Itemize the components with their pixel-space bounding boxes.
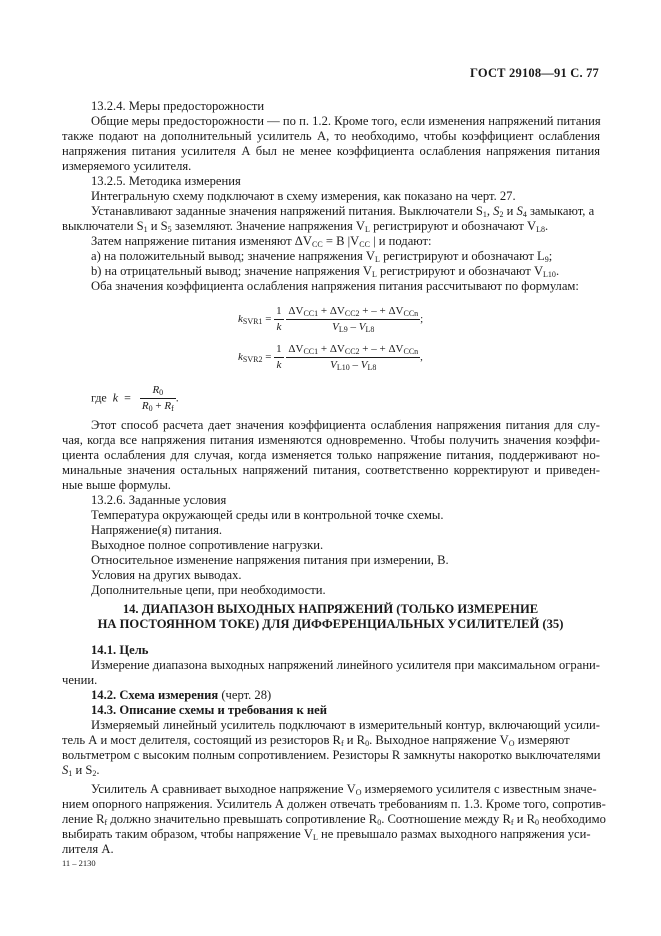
text-line: измеряемого усилителя.	[62, 159, 192, 173]
text-line: Оба значения коэффициента ослабления напряжения питания рассчитывают по формулам:	[91, 279, 579, 293]
text-line: a) на положительный вывод; значение напряжения $V_L$ регистрируют и обозначают $L_9$;	[91, 249, 553, 264]
list-item: Температура окружающей среды или в контрольной точке схемы.	[91, 508, 444, 522]
section-title: 13.2.5. Методика измерения	[91, 174, 241, 188]
section-caption: НА ПОСТОЯННОМ ТОКЕ) ДЛЯ ДИФФЕРЕНЦИАЛЬНЫХ УСИЛИТЕЛЕЙ (35)	[97, 617, 564, 631]
text-line: циента ослабления для случая, когда изменяется только напряжение питания, поддерживают но-	[62, 448, 600, 462]
list-item: Условия на других выводах.	[91, 568, 242, 582]
text-line: Измерение диапазона выходных напряжений линейного усилителя при максимальном ограни-	[91, 658, 600, 672]
text-line: напряжения питания усилителя А был не менее коэффициента ослабления напряжения питания	[62, 144, 600, 158]
text-line: ные выше формулы.	[62, 478, 171, 492]
section-title: 13.2.4. Меры предосторожности	[91, 99, 265, 113]
page-header: ГОСТ 29108—91 С. 77	[470, 66, 599, 80]
text-line: Измеряемый линейный усилитель подключают в измерительный контур, включающий усили-	[91, 718, 600, 732]
list-item: Относительное изменение напряжения питания при измерении, В.	[91, 553, 449, 567]
text-line: выключатели $S_1$ и $S_5$ заземляют. Значение напряжения $V_L$ регистрируют и обозначают $V_{L8}$.	[62, 219, 549, 234]
text-line: лителя А.	[62, 842, 114, 856]
formula-k: где k = $\frac{R_0}{R_0 + R_f}$ .	[91, 384, 179, 413]
subsection-title: 14.2. Схема измерения (черт. 28)	[91, 688, 272, 702]
text-line: Общие меры предосторожности — по п. 1.2. Кроме того, если изменения напряжений питания	[91, 114, 601, 128]
text-line: Этот способ расчета дает значения коэффициента ослабления напряжения питания для слу-	[91, 418, 600, 432]
text-line: Затем напряжение питания изменяют $\Delta V_{CC} = B$ $|V_{CC}$ | и подают:	[91, 234, 432, 249]
list-item: Напряжение(я) питания.	[91, 523, 223, 537]
page-footer: 11 – 2130	[62, 858, 96, 868]
subsection-title: 14.3. Описание схемы и требования к ней	[91, 703, 328, 717]
text-line: также подают на дополнительный усилитель А, то необходимо, чтобы коэффициент ослабления	[62, 129, 600, 143]
text-line: вольтметром с высоким полным сопротивлением. Резисторы R замкнуты накоротко выключателями	[62, 748, 601, 762]
text-line: нием опорного напряжения. Усилитель А должен отвечать требованиям п. 1.3. Кроме того, сопротив-	[62, 797, 606, 811]
text-line: b) на отрицательный вывод; значение напряжения $V_L$ регистрируют и обозначают $V_{L10}$.	[91, 264, 560, 279]
list-item: Дополнительные цепи, при необходимости.	[91, 583, 326, 597]
text-line: выбирать таким образом, чтобы напряжение $V_L$ не превышало размах выходного напряжения уси-	[62, 827, 591, 842]
text-line: $S_1$ и $S_2$.	[62, 763, 100, 778]
text-line: чении.	[62, 673, 98, 687]
section-title: 13.2.6. Заданные условия	[91, 493, 227, 507]
formula-ksvr2: $k_{SVR2}$ = $\frac{1}{k}$ $\frac{\Delta V_{CC1} + \Delta V_{CC2} + - + \Delta V_{CCn}}{V_{L10} - V_{L8}}$ ,	[238, 343, 423, 372]
text-line: ление $R_f$ должно значительно превышать сопротивление $R_0$. Соотношение между $R_f$ и $R_0$ необходимо	[62, 812, 606, 827]
text-line: чая, когда все напряжения питания изменяются одновременно. Чтобы получить значения коэффи-	[62, 433, 600, 447]
subsection-title: 14.1. Цель	[91, 643, 149, 657]
list-item: Выходное полное сопротивление нагрузки.	[91, 538, 324, 552]
text-line: минальные значения остальных напряжений питания, соответственно корректируют и приведен-	[62, 463, 600, 477]
text-line: тель А и мост делителя, состоящий из резисторов $R_f$ и $R_0$. Выходное напряжение $V_O$ измеряют	[62, 733, 570, 748]
text-line: Устанавливают заданные значения напряжений питания. Выключатели $S_1$, $S_2$ и $S_4$ замыкают, а	[91, 204, 595, 219]
text-line: Усилитель А сравнивает выходное напряжение $V_O$ измеряемого усилителя с известным значе-	[91, 782, 597, 797]
section-caption: 14. ДИАПАЗОН ВЫХОДНЫХ НАПРЯЖЕНИЙ (ТОЛЬКО ИЗМЕРЕНИЕ	[122, 602, 539, 616]
text-line: Интегральную схему подключают в схему измерения, как показано на черт. 27.	[91, 189, 516, 203]
formula-ksvr1: $k_{SVR1}$ = $\frac{1}{k}$ $\frac{\Delta V_{CC1} + \Delta V_{CC2} + - + \Delta V_{CCn}}{V_{L9} - V_{L8}}$ ;	[238, 305, 424, 334]
